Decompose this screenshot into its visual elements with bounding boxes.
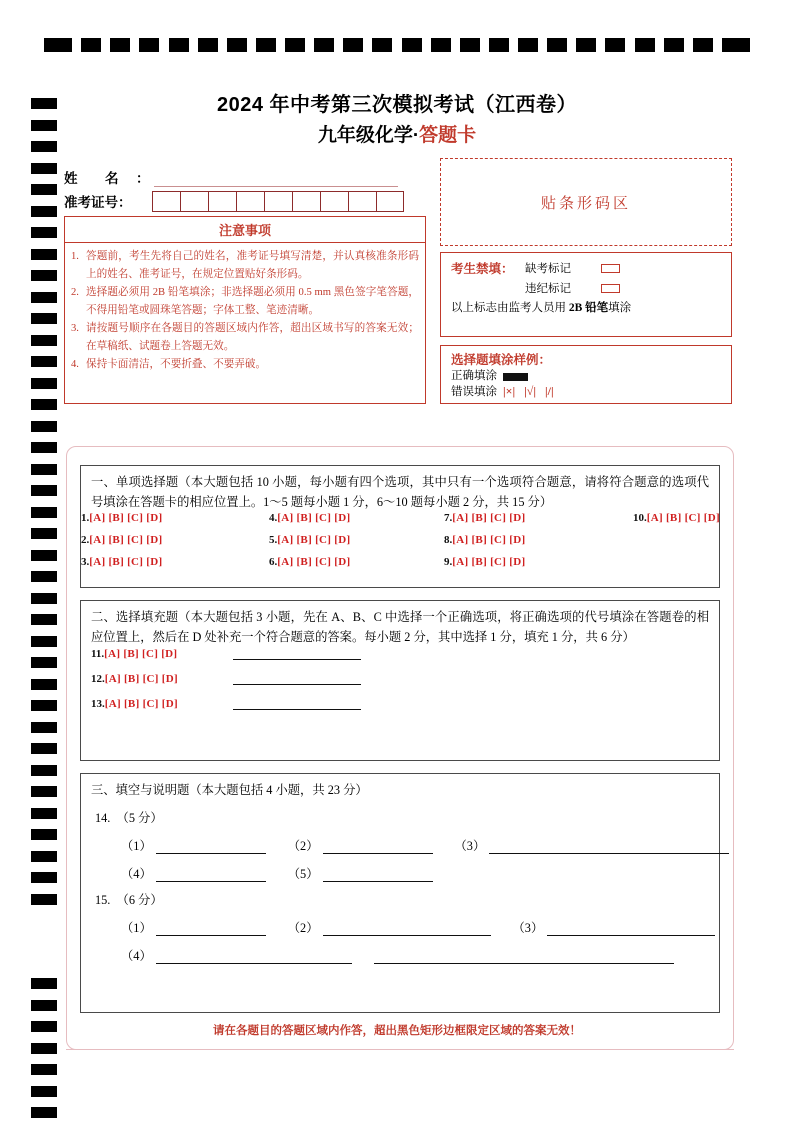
fill-item <box>121 864 266 882</box>
forbidden-note-pre: 以上标志由监考人员用 <box>451 302 569 314</box>
fill-item <box>288 864 433 882</box>
absent-mark-checkbox[interactable] <box>601 264 620 273</box>
notice-item-number: 3. <box>71 323 79 334</box>
wrong-fill-mark-icon: |×| <box>503 384 516 398</box>
answer-options[interactable]: [A] [B] [C] [D] <box>104 648 178 660</box>
fill-item-label: （4） <box>121 867 152 881</box>
answer-row-q11[interactable] <box>91 647 719 660</box>
timing-mark <box>31 313 57 324</box>
timing-mark <box>31 399 57 410</box>
name-field-row <box>64 163 424 187</box>
wrong-fill-label: 错误填涂 <box>451 385 497 398</box>
timing-mark <box>81 38 101 52</box>
answer-row-q1[interactable] <box>81 512 162 524</box>
timing-mark <box>31 184 57 195</box>
fill-item-label: （1） <box>121 921 152 935</box>
notice-item-text: 选择题必须用 2B 铅笔填涂；非选择题必须用 0.5 mm 黑色签字笔答题，不得用铅笔或圆珠笔答题；字体工整、笔迹清晰。 <box>86 287 419 316</box>
fill-in-line[interactable] <box>156 922 266 936</box>
question-number: 9. <box>444 556 453 568</box>
answer-options[interactable]: [A] [B] [C] [D] <box>452 512 526 524</box>
answer-options[interactable]: [A] [B] [C] [D] <box>277 512 351 524</box>
exam-id-cell[interactable] <box>264 191 292 212</box>
fill-item <box>455 836 730 854</box>
fill-item-label: （4） <box>121 949 152 963</box>
answer-row-q13[interactable] <box>91 697 719 710</box>
fill-example-box <box>440 345 732 404</box>
timing-mark <box>31 978 57 989</box>
section-single-choice <box>80 465 720 588</box>
fill-row <box>121 864 719 882</box>
fill-item <box>288 918 491 936</box>
filled-bubble-icon <box>503 373 528 381</box>
timing-mark <box>547 38 567 52</box>
fill-item-label: （3） <box>512 921 544 935</box>
fill-item <box>121 836 266 854</box>
answer-row-q12[interactable] <box>91 672 719 685</box>
timing-mark <box>198 38 218 52</box>
answer-options[interactable]: [A] [B] [C] [D] <box>277 556 351 568</box>
fill-in-line[interactable] <box>156 868 266 882</box>
notice-title: 注意事项 <box>65 217 425 243</box>
answer-options[interactable]: [A] [B] [C] [D] <box>104 673 178 685</box>
footer-warning: 请在各题目的答题区域内作答，超出黑色矩形边框限定区域的答案无效！ <box>213 1025 581 1037</box>
wrong-fill-marks <box>503 384 563 400</box>
timing-mark <box>169 38 189 52</box>
timing-mark <box>256 38 276 52</box>
question-number: 8. <box>444 534 453 546</box>
question-options[interactable] <box>91 698 211 710</box>
absent-mark-label: 缺考标记 <box>525 263 571 275</box>
section1-heading: 一、单项选择题（本大题包括 10 小题，每小题有四个选项，其中只有一个选项符合题意，请将符合题意的选项代号填涂在答题卡的相应位置上。1～5 题每小题 1 分，6～10 题每小题 2 分，共 15 分） <box>91 475 709 509</box>
fill-in-line[interactable] <box>489 840 729 854</box>
timing-mark <box>31 700 57 711</box>
footer-rule <box>66 1049 734 1050</box>
question-number: 11. <box>91 648 105 660</box>
timing-mark <box>402 38 422 52</box>
timing-mark <box>343 38 363 52</box>
timing-mark <box>722 38 750 52</box>
fill-row <box>121 918 719 936</box>
notice-item-text: 保持卡面清洁，不要折叠、不要弄破。 <box>86 359 267 370</box>
question-title: 15. （6 分） <box>95 893 163 907</box>
timing-mark <box>489 38 509 52</box>
question-options[interactable] <box>91 648 211 660</box>
timing-mark <box>31 249 57 260</box>
timing-mark <box>31 335 57 346</box>
answer-row-q5[interactable] <box>269 534 350 546</box>
timing-mark <box>31 378 57 389</box>
forbidden-fill-box <box>440 252 732 337</box>
timing-mark <box>31 571 57 582</box>
fill-row <box>121 946 719 964</box>
top-timing-marks <box>44 38 750 52</box>
timing-mark <box>31 270 57 281</box>
exam-id-cell[interactable] <box>348 191 376 212</box>
timing-mark <box>31 550 57 561</box>
fill-in-line[interactable] <box>323 840 433 854</box>
correct-fill-label: 正确填涂 <box>451 370 497 382</box>
fill-item-label: （3） <box>454 839 486 853</box>
exam-id-cell[interactable] <box>180 191 208 212</box>
timing-mark <box>31 206 57 217</box>
timing-mark <box>31 421 57 432</box>
notice-item <box>71 284 419 319</box>
page-title: 2024 年中考第三次模拟考试（江西卷） <box>216 94 578 116</box>
section-fill-explain <box>80 773 720 1013</box>
answer-row-q2[interactable] <box>81 534 162 546</box>
timing-mark <box>31 829 57 840</box>
timing-mark <box>31 464 57 475</box>
wrong-fill-row <box>451 384 731 400</box>
timing-mark <box>605 38 625 52</box>
violation-mark-label: 违纪标记 <box>525 283 571 295</box>
wrong-fill-mark-icon: |√| <box>524 384 536 398</box>
answer-options[interactable]: [A] [B] [C] [D] <box>277 534 351 546</box>
fill-in-line[interactable] <box>323 922 491 936</box>
exam-id-cell[interactable] <box>376 191 404 212</box>
answer-options[interactable]: [A] [B] [C] [D] <box>452 534 526 546</box>
timing-mark <box>44 38 72 52</box>
timing-mark <box>518 38 538 52</box>
question-number: 4. <box>269 512 278 524</box>
fill-in-line[interactable] <box>233 647 361 660</box>
notice-item <box>71 320 419 355</box>
section-choice-fill <box>80 600 720 761</box>
notice-item <box>71 248 419 283</box>
answer-options[interactable]: [A] [B] [C] [D] <box>104 698 178 710</box>
left-timing-marks-lower <box>31 978 57 1122</box>
timing-mark <box>285 38 305 52</box>
fill-in-line[interactable] <box>156 950 352 964</box>
timing-mark <box>31 786 57 797</box>
timing-mark <box>31 227 57 238</box>
question-number: 12. <box>91 673 105 685</box>
timing-mark <box>31 851 57 862</box>
timing-mark <box>31 485 57 496</box>
question-number: 6. <box>269 556 278 568</box>
notice-item-number: 4. <box>71 359 79 370</box>
barcode-label: 贴条形码区 <box>540 195 631 212</box>
timing-mark <box>31 894 57 905</box>
fill-in-line[interactable] <box>233 672 361 685</box>
name-label: 姓 名 <box>64 171 126 186</box>
fill-item <box>121 946 352 964</box>
answer-options[interactable]: [A] [B] [C] [D] <box>89 556 163 568</box>
notice-item <box>71 356 419 374</box>
answer-options[interactable]: [A] [B] [C] [D] <box>89 534 163 546</box>
notice-list <box>65 243 425 374</box>
timing-mark <box>31 722 57 733</box>
answer-row-q8[interactable] <box>444 534 525 546</box>
answer-options[interactable]: [A] [B] [C] [D] <box>89 512 163 524</box>
exam-id-boxes[interactable] <box>152 191 404 212</box>
question-number: 10. <box>633 512 647 524</box>
timing-mark <box>31 507 57 518</box>
notice-item-number: 2. <box>71 287 79 298</box>
fill-item <box>513 918 716 936</box>
violation-mark-row <box>451 280 723 296</box>
exam-id-cell[interactable] <box>208 191 236 212</box>
timing-mark <box>372 38 392 52</box>
question-number: 2. <box>81 534 90 546</box>
fill-example-title: 选择题填涂样例： <box>451 353 552 367</box>
answer-row-q6[interactable] <box>269 556 350 568</box>
timing-mark <box>31 1000 57 1011</box>
timing-mark <box>31 614 57 625</box>
timing-mark <box>576 38 596 52</box>
question-number: 13. <box>91 698 105 710</box>
timing-mark <box>31 636 57 647</box>
section3-questions <box>81 808 719 964</box>
subtitle-subject: 九年级化学· <box>317 125 420 146</box>
fill-item-label: （5） <box>287 867 319 881</box>
fill-row <box>121 836 719 854</box>
exam-id-cell[interactable] <box>292 191 320 212</box>
timing-mark <box>31 442 57 453</box>
notice-item-text: 请按题号顺序在各题目的答题区域内作答，超出区域书写的答案无效；在草稿纸、试题卷上答题无效。 <box>86 323 419 352</box>
notice-item-text: 答题前，考生先将自己的姓名，准考证号填写清楚，并认真核准条形码上的姓名、准考证号，在规定位置贴好条形码。 <box>86 251 419 280</box>
timing-mark <box>31 163 57 174</box>
name-colon: ： <box>136 171 150 186</box>
answer-row-q4[interactable] <box>269 512 350 524</box>
timing-mark <box>227 38 247 52</box>
answer-row-q7[interactable] <box>444 512 525 524</box>
timing-mark <box>635 38 655 52</box>
exam-id-label: 准考证号： <box>64 195 132 210</box>
correct-fill-row <box>451 369 731 384</box>
subtitle-answer-card: 答题卡 <box>419 125 477 146</box>
question-number: 7. <box>444 512 453 524</box>
timing-mark <box>31 528 57 539</box>
fill-item <box>121 918 266 936</box>
timing-mark <box>31 292 57 303</box>
section2-heading: 二、选择填充题（本大题包括 3 小题，先在 A、B、C 中选择一个正确选项，将正确选项的代号填涂在答题卷的相应位置上，然后在 D 处补充一个符合题意的答案。每小题 2 分，其中选择 1 分，填充 1 分，共 6 分） <box>91 610 709 644</box>
forbidden-head-label: 考生禁填： <box>451 262 514 276</box>
fill-in-line[interactable] <box>547 922 715 936</box>
violation-mark-checkbox[interactable] <box>601 284 620 293</box>
absent-mark-row <box>451 259 723 277</box>
timing-mark <box>31 356 57 367</box>
barcode-paste-area <box>440 158 732 246</box>
fill-item <box>374 950 674 964</box>
wrong-fill-mark-icon: |/| <box>545 384 554 398</box>
timing-mark <box>693 38 713 52</box>
timing-mark <box>31 808 57 819</box>
timing-mark <box>31 743 57 754</box>
timing-mark <box>31 1064 57 1075</box>
question-options[interactable] <box>91 673 211 685</box>
page-subtitle <box>0 120 794 147</box>
exam-id-cell[interactable] <box>236 191 264 212</box>
timing-mark <box>314 38 334 52</box>
answer-options[interactable]: [A] [B] [C] [D] <box>452 556 526 568</box>
exam-id-row <box>64 190 424 212</box>
timing-mark <box>110 38 130 52</box>
question-number: 5. <box>269 534 278 546</box>
left-timing-marks-upper <box>31 98 57 915</box>
fill-item-label: （2） <box>287 839 319 853</box>
question-number: 3. <box>81 556 90 568</box>
fill-item-label: （2） <box>287 921 319 935</box>
answer-row-q3[interactable] <box>81 556 162 568</box>
answer-options[interactable]: [A] [B] [C] [D] <box>646 512 720 524</box>
name-input-line[interactable] <box>154 170 399 187</box>
section1-answer-grid <box>81 512 719 578</box>
timing-mark <box>31 593 57 604</box>
question-number: 1. <box>81 512 90 524</box>
timing-mark <box>31 1086 57 1097</box>
forbidden-note <box>451 299 723 315</box>
question-title: 14. （5 分） <box>95 811 163 825</box>
fill-item <box>288 836 433 854</box>
answer-row-q10[interactable] <box>633 512 720 524</box>
section3-heading: 三、填空与说明题（本大题包括 4 小题，共 23 分） <box>91 783 368 797</box>
fill-in-line[interactable] <box>156 840 266 854</box>
forbidden-note-post: 填涂 <box>608 302 632 314</box>
notice-item-number: 1. <box>71 251 79 262</box>
timing-mark <box>31 1107 57 1118</box>
fill-in-line[interactable] <box>374 950 674 964</box>
timing-mark <box>31 657 57 668</box>
exam-id-cell[interactable] <box>152 191 180 212</box>
fill-in-line[interactable] <box>323 868 433 882</box>
fill-in-line[interactable] <box>233 697 361 710</box>
timing-mark <box>31 872 57 883</box>
timing-mark <box>31 1043 57 1054</box>
timing-mark <box>460 38 480 52</box>
fill-item-label: （1） <box>121 839 152 853</box>
forbidden-note-bold: 2B 铅笔 <box>568 302 609 314</box>
section2-answer-rows <box>81 647 719 710</box>
timing-mark <box>139 38 159 52</box>
timing-mark <box>431 38 451 52</box>
notice-box <box>64 216 426 404</box>
exam-id-cell[interactable] <box>320 191 348 212</box>
timing-mark <box>664 38 684 52</box>
timing-mark <box>31 679 57 690</box>
answer-row-q9[interactable] <box>444 556 525 568</box>
timing-mark <box>31 765 57 776</box>
